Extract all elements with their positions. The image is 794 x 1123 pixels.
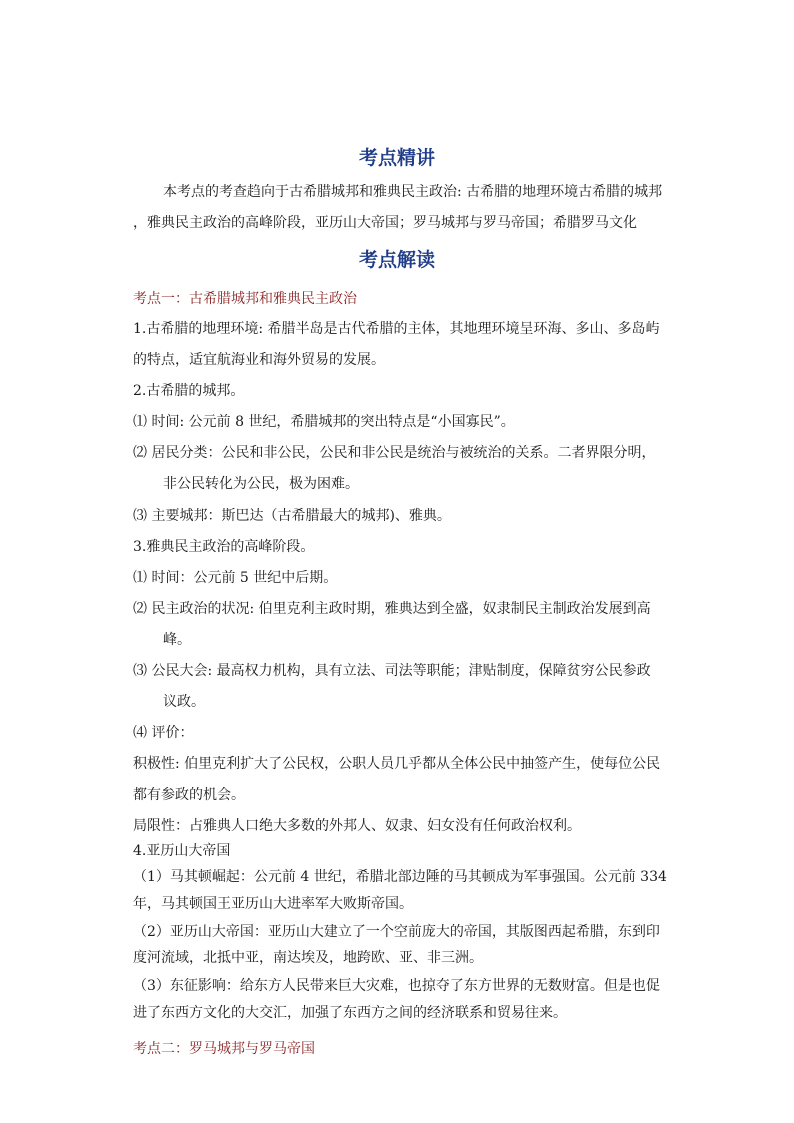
body-line: ⑴ 时间: 公元前 8 世纪，希腊城邦的突出特点是“小国寡民”。 xyxy=(133,414,515,430)
intro-line-1: 本考点的考查趋向于古希腊城邦和雅典民主政治: 古希腊的地理环境古希腊的城邦 xyxy=(163,184,663,200)
section-title-jingjiang: 考点精讲 xyxy=(358,147,435,169)
section-title-jiedu: 考点解读 xyxy=(358,249,435,271)
body-line: 4.亚历山大帝国 xyxy=(133,843,231,859)
body-line: （1）马其顿崛起：公元前 4 世纪，希腊北部边陲的马其顿成为军事强国。公元前 334 xyxy=(133,869,667,885)
body-line: 年，马其顿国王亚历山大进率军大败斯帝国。 xyxy=(133,896,413,912)
body-line: 3.雅典民主政治的高峰阶段。 xyxy=(133,539,315,555)
body-line: 峰。 xyxy=(163,632,191,648)
body-line: ⑵ 民主政治的状况: 伯里克利主政时期，雅典达到全盛，奴隶制民主制政治发展到高 xyxy=(133,601,651,617)
body-line: 2.古希腊的城邦。 xyxy=(133,383,245,399)
body-line: 1.古希腊的地理环境: 希腊半岛是古代希腊的主体，其地理环境呈环海、多山、多岛屿 xyxy=(133,321,660,337)
body-line: 议政。 xyxy=(163,694,205,710)
point-one-heading: 考点一：古希腊城邦和雅典民主政治 xyxy=(133,291,357,307)
body-line: ⑴ 时间：公元前 5 世纪中后期。 xyxy=(133,570,338,586)
body-line: 积极性: 伯里克利扩大了公民权，公职人员几乎都从全体公民中抽签产生，使每位公民 xyxy=(133,756,661,772)
body-line: ⑶ 主要城邦：斯巴达（古希腊最大的城邦)、雅典。 xyxy=(133,508,451,524)
body-line: 的特点，适宜航海业和海外贸易的发展。 xyxy=(133,352,385,368)
point-two-heading: 考点二：罗马城邦与罗马帝国 xyxy=(133,1041,315,1057)
body-line: 都有参政的机会。 xyxy=(133,787,245,803)
body-line: ⑵ 居民分类：公民和非公民，公民和非公民是统治与被统治的关系。二者界限分明， xyxy=(133,445,656,461)
body-line: ⑶ 公民大会: 最高权力机构，具有立法、司法等职能；津贴制度，保障贫穷公民参政 xyxy=(133,663,651,679)
body-line: 进了东西方文化的大交汇，加强了东西方之间的经济联系和贸易往来。 xyxy=(133,1005,567,1021)
body-line: （2）亚历山大帝国：亚历山大建立了一个空前庞大的帝国，其版图西起希腊，东到印 xyxy=(133,924,660,940)
body-line: 非公民转化为公民，极为困难。 xyxy=(163,476,359,492)
body-line: ⑷ 评价： xyxy=(133,725,194,741)
body-line: 度河流域，北抵中亚，南达埃及，地跨欧、亚、非三洲。 xyxy=(133,950,483,966)
body-line: 局限性：占雅典人口绝大多数的外邦人、奴隶、妇女没有任何政治权利。 xyxy=(133,818,581,834)
intro-line-2: ，雅典民主政治的高峰阶段，亚历山大帝国；罗马城邦与罗马帝国；希腊罗马文化 xyxy=(133,215,637,231)
body-line: （3）东征影响：给东方人民带来巨大灾难，也掠夺了东方世界的无数财富。但是也促 xyxy=(133,978,660,994)
